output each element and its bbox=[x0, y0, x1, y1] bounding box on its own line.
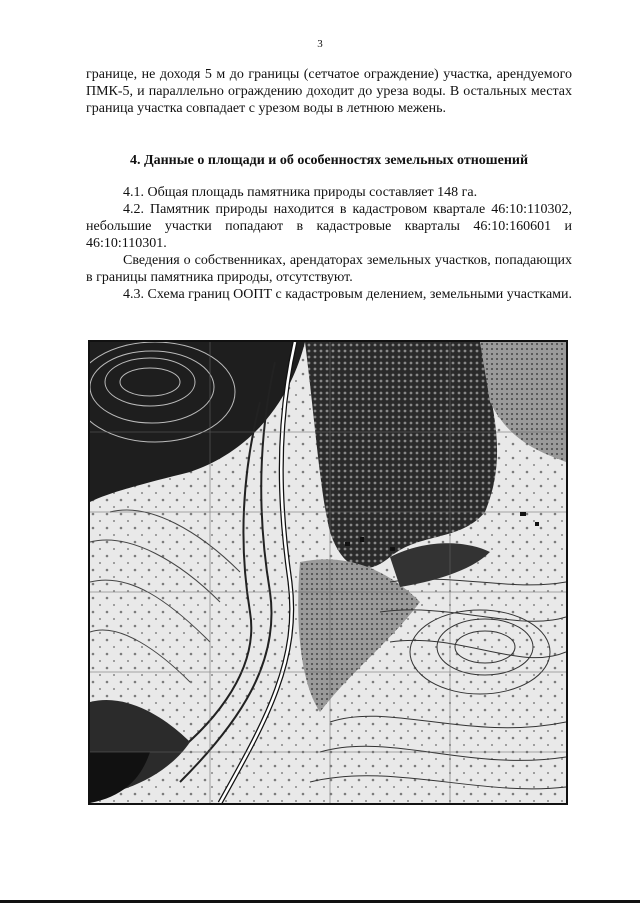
intro-text: границе, не доходя 5 м до границы (сетчатое ограждение) участка, арендуемого ПМК-5, и параллельно ограждению доходит до уреза воды. В остальных местах граница участка совпадает с урезом воды в летнюю межень. bbox=[86, 67, 572, 116]
paragraph-owners: Сведения о собственниках, арендаторах земельных участков, попадающих в границы памятника природы, отсутствуют. bbox=[86, 253, 572, 285]
section-body bbox=[86, 184, 572, 303]
page-number: 3 bbox=[317, 38, 323, 50]
map-drawing bbox=[90, 342, 566, 803]
cadastral-map-image bbox=[88, 340, 568, 805]
section-heading: 4. Данные о площади и об особенностях земельных отношений bbox=[129, 153, 529, 168]
paragraph-cadastral: 4.2. Памятник природы находится в кадастровом квартале 46:10:110302, небольшие участки попадают в кадастровые кварталы 46:10:160601 и 46:10:110301. bbox=[86, 202, 572, 251]
intro-paragraph bbox=[86, 66, 572, 117]
paragraph-area: 4.1. Общая площадь памятника природы составляет 148 га. bbox=[123, 185, 478, 200]
paragraph-scheme: 4.3. Схема границ ООПТ с кадастровым делением, земельными участками. bbox=[123, 287, 573, 302]
page-bottom-rule bbox=[0, 900, 640, 903]
